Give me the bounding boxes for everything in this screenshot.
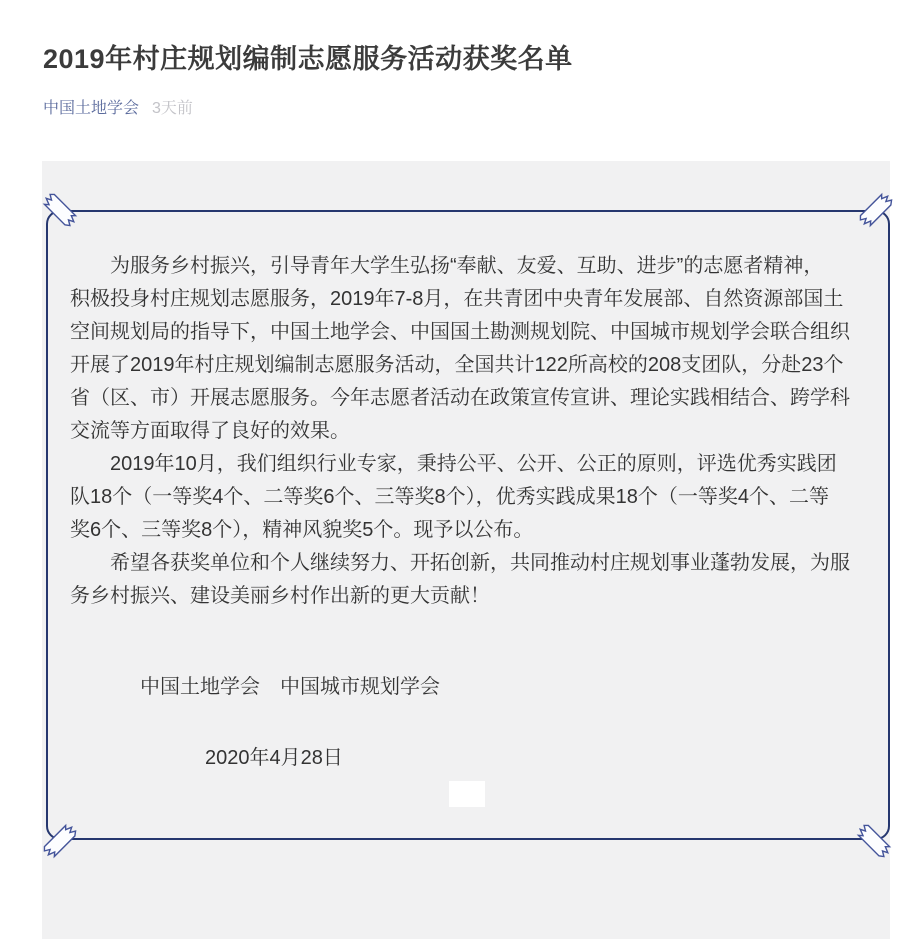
author-link[interactable]: 中国土地学会 [43, 100, 140, 117]
notice-line: 省（区、市）开展志愿服务。今年志愿者活动在政策宣传宣讲、理论实践相结合、跨学科 [70, 387, 850, 409]
image-placeholder [449, 781, 485, 807]
publish-time: 3天前 [152, 100, 193, 117]
notice-line: 奖6个、三等奖8个），精神风貌奖5个。现予以公布。 [70, 519, 534, 541]
notice-line: 希望各获奖单位和个人继续努力、开拓创新，共同推动村庄规划事业蓬勃发展，为服 [110, 552, 850, 574]
notice-line: 交流等方面取得了良好的效果。 [70, 420, 350, 442]
signature-organizations: 中国土地学会 中国城市规划学会 [140, 676, 440, 698]
notice-line: 队18个（一等奖4个、二等奖6个、三等奖8个），优秀实践成果18个（一等奖4个、二等 [70, 486, 829, 508]
byline [43, 99, 193, 119]
notice-line: 开展了2019年村庄规划编制志愿服务活动，全国共计122所高校的208支团队，分赴23个 [70, 354, 844, 376]
notice-line: 为服务乡村振兴，引导青年大学生弘扬“奉献、友爱、互助、进步”的志愿者精神， [110, 255, 824, 277]
signature-date: 2020年4月28日 [205, 747, 343, 769]
notice-line: 2019年10月，我们组织行业专家，秉持公平、公开、公正的原则，评选优秀实践团 [110, 453, 837, 475]
notice-line: 积极投身村庄规划志愿服务，2019年7-8月，在共青团中央青年发展部、自然资源部国土 [70, 288, 844, 310]
article-title: 2019年村庄规划编制志愿服务活动获奖名单 [43, 44, 573, 74]
notice-line: 空间规划局的指导下，中国土地学会、中国国土勘测规划院、中国城市规划学会联合组织 [70, 321, 850, 343]
notice-line: 务乡村振兴、建设美丽乡村作出新的更大贡献！ [70, 585, 490, 607]
content-panel [42, 161, 890, 939]
notice-border-box [46, 210, 890, 840]
